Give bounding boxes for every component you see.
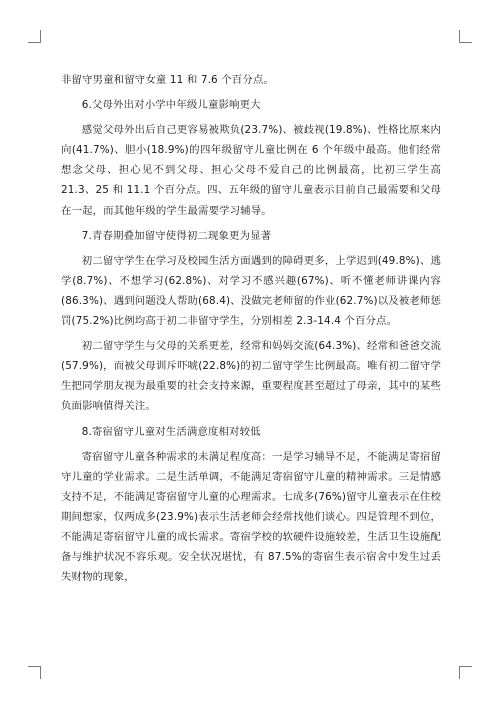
document-body bbox=[61, 70, 441, 592]
crop-mark-bottom-right bbox=[459, 666, 472, 679]
paragraph-section-6: 感觉父母外出后自己更容易被欺负(23.7%)、被歧视(19.8%)、性格比原来内向(41.7%)、胆小(18.9%)的四年级留守儿童比例在 6 个年级中最高。他们经常想念父母、担心见不到父母、担心父母不爱自己的比例最高，比初三学生高 21.3、25 和 11.1 个百分点。四、五年级的留守儿童表示目前自己最需要和父母在一起，而其他年级的学生最需要学习辅导。 bbox=[61, 124, 441, 217]
paragraph-continuation: 非留守男童和留守女童 11 和 7.6 个百分点。 bbox=[61, 74, 274, 86]
paragraph-section-7-study: 初二留守学生在学习及校园生活方面遇到的障碍更多，上学迟到(49.8%)、逃学(8.7%)、不想学习(62.8%)、对学习不感兴趣(67%)、听不懂老师讲课内容(86.3%)、遇到问题没人帮助(68.4)、没做完老师留的作业(62.7%)以及被老师惩罚(75.2%)比例均高于初二非留守学生，分别相差 2.3-14.4 个百分点。 bbox=[61, 254, 441, 328]
section-heading-7: 7.青春期叠加留守使得初二现象更为显著 bbox=[81, 229, 272, 242]
section-heading-6: 6.父母外出对小学中年级儿童影响更大 bbox=[81, 99, 261, 112]
crop-mark-top-left bbox=[28, 30, 41, 43]
crop-mark-bottom-left bbox=[28, 666, 41, 679]
crop-mark-top-right bbox=[459, 30, 472, 43]
paragraph-section-7-family: 初二留守学生与父母的关系更差，经常和妈妈交流(64.3%)、经常和爸爸交流(57.9%)，而被父母训斥吓唬(22.8%)的初二留守学生比例最高。唯有初二留守学生把同学朋友视为最重要的社会支持来源，重要程度甚至超过了母亲，其中的某些负面影响值得关注。 bbox=[61, 340, 441, 413]
section-heading-8: 8.寄宿留守儿童对生活满意度相对较低 bbox=[81, 425, 261, 438]
paragraph-section-8: 寄宿留守儿童各种需求的未满足程度高：一是学习辅导不足，不能满足寄宿留守儿童的学业需求。二是生活单调，不能满足寄宿留守儿童的精神需求。三是情感支持不足，不能满足寄宿留守儿童的心理需求。七成多(76%)留守儿童表示在住校期间想家，仅两成多(23.9%)表示生活老师会经常找他们谈心。四是管理不到位，不能满足寄宿留守儿童的成长需求。寄宿学校的软硬件设施较差，生活卫生设施配备与维护状况不容乐观。安全状况堪忧，有 87.5%的寄宿生表示宿舍中发生过丢失财物的现象， bbox=[61, 450, 441, 584]
